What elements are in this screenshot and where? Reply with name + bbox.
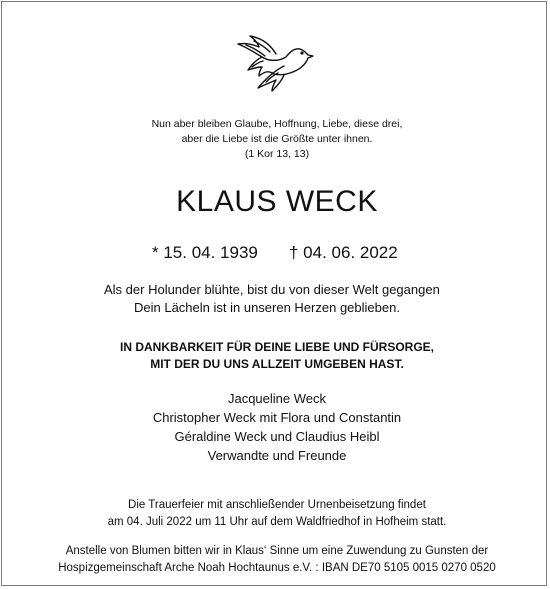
death-date: † 04. 06. 2022 [289,243,398,262]
verse-line-2: aber die Liebe ist die Größte unter ihnen. [181,133,373,145]
gratitude-line-1: IN DANKBARKEIT FÜR DEINE LIEBE UND FÜRSORGE, [119,340,434,354]
poem-line-1: Als der Holunder blühte, bist du von dieser Welt gegangen [104,282,440,297]
deceased-name: KLAUS WECK [176,185,378,218]
dove-icon [232,30,316,94]
mourner: Verwandte und Freunde [207,448,347,463]
donation-line-1: Anstelle von Blumen bitten wir in Klaus‘ Sinne um eine Zuwendung zu Gunsten der [65,545,489,557]
gratitude-line-2: MIT DER DU UNS ALLZEIT UMGEBEN HAST. [150,357,404,371]
donation-line-2: Hospizgemeinschaft Arche Noah Hochtaunus e.V. : IBAN DE70 5105 0015 0270 0520 [58,562,496,574]
funeral-info [2,497,550,531]
mourner: Géraldine Weck und Claudius Heibl [174,429,380,444]
verse-reference: (1 Kor 13, 13) [244,148,310,160]
poem-line-2: Dein Lächeln ist in unseren Herzen geblieben. [134,300,400,315]
bible-verse [2,117,550,162]
gratitude-text [2,339,550,373]
mourners-list [2,389,550,465]
birth-date: * 15. 04. 1939 [152,243,258,262]
mourner: Christopher Weck mit Flora und Constantin [152,410,402,425]
funeral-line-1: Die Trauerfeier mit anschließender Urnenbeisetzung findet [128,499,426,511]
mourner: Jacqueline Weck [227,391,327,406]
notice-frame [1,1,547,586]
funeral-line-2: am 04. Juli 2022 um 11 Uhr auf dem Waldfriedhof in Hofheim statt. [107,516,447,528]
donation-info [2,543,550,577]
verse-line-1: Nun aber bleiben Glaube, Hoffnung, Liebe, diese drei, [151,118,403,130]
